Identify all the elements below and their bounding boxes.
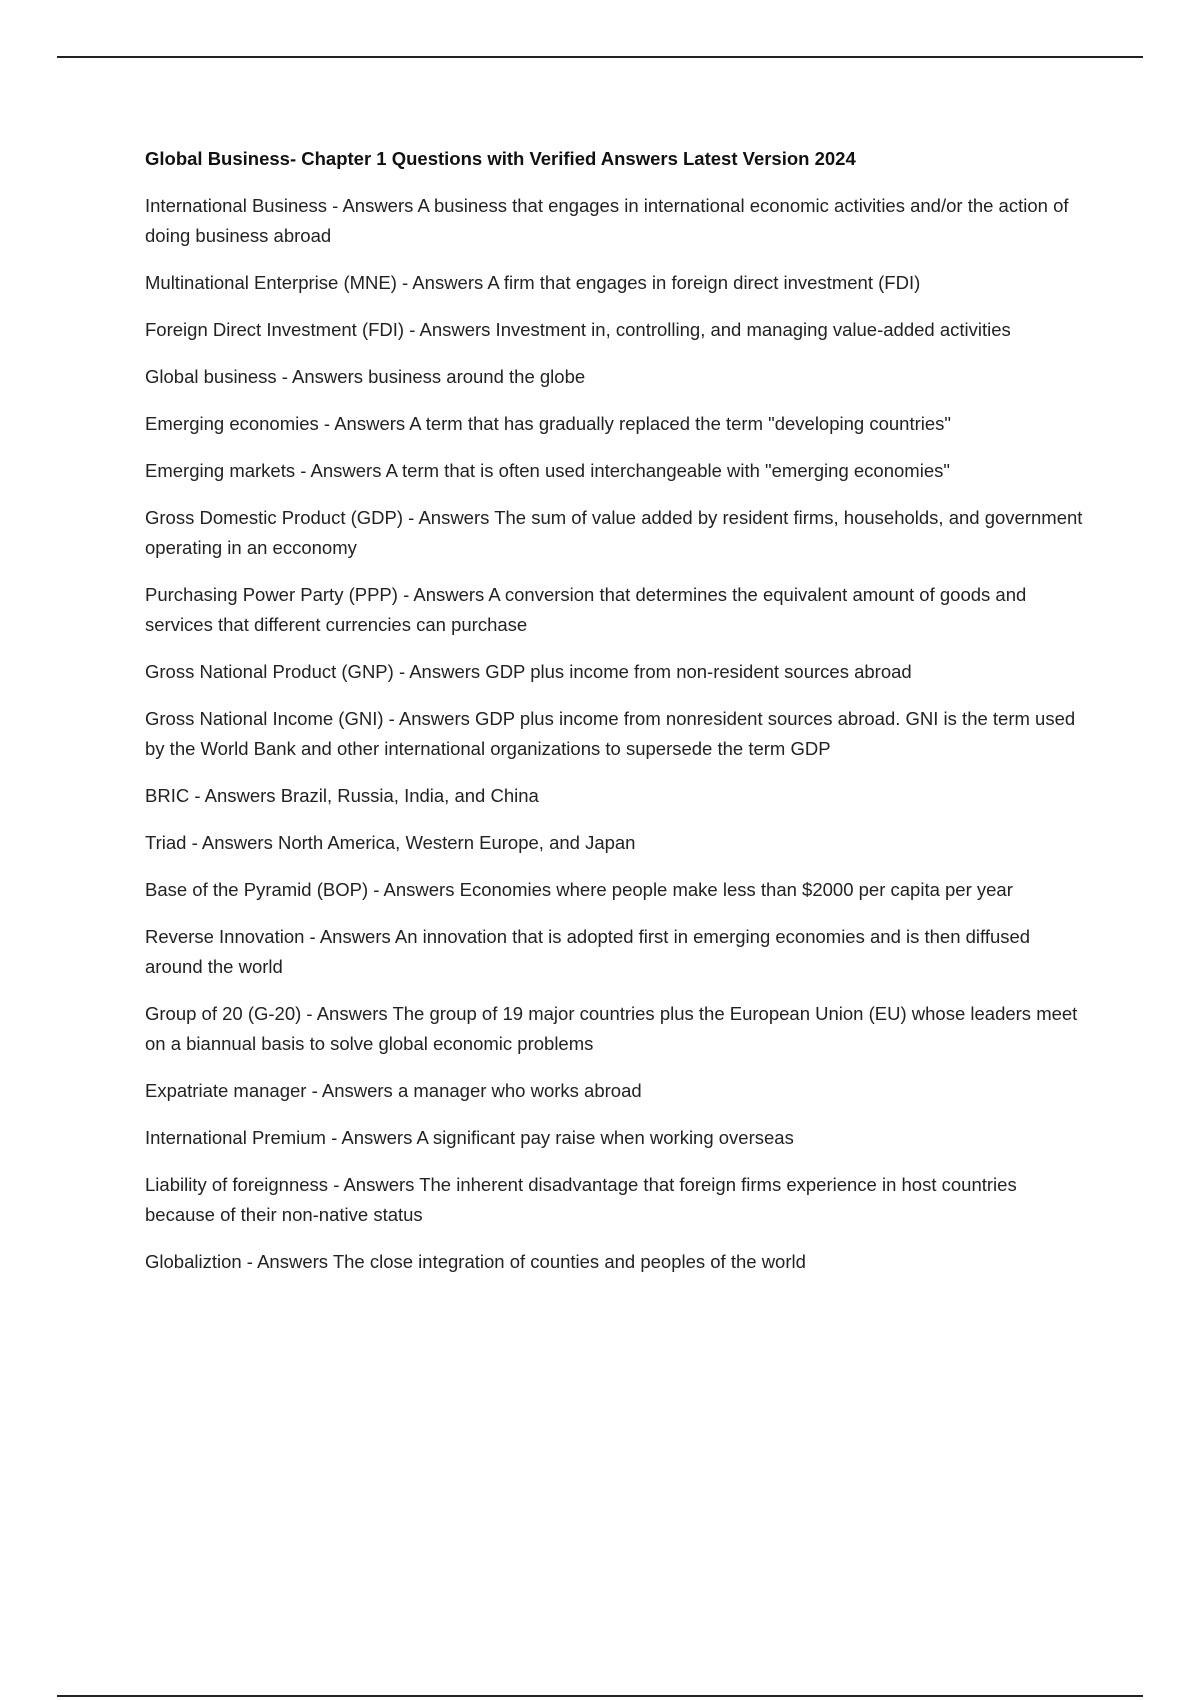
term-entry: International Premium - Answers A significant pay raise when working overseas bbox=[145, 1127, 794, 1148]
term-entry: Triad - Answers North America, Western Europe, and Japan bbox=[145, 832, 636, 853]
document-title: Global Business- Chapter 1 Questions with Verified Answers Latest Version 2024 bbox=[145, 148, 856, 169]
term-entry: Gross National Product (GNP) - Answers GDP plus income from non-resident sources abroad bbox=[145, 661, 912, 682]
header-rule bbox=[57, 56, 1143, 58]
term-entry: Reverse Innovation - Answers An innovation that is adopted first in emerging economies and is then diffused around the world bbox=[145, 926, 1031, 977]
term-entry: Emerging economies - Answers A term that has gradually replaced the term "developing countries" bbox=[145, 413, 951, 434]
term-entry: BRIC - Answers Brazil, Russia, India, and China bbox=[145, 785, 539, 806]
term-entry: Base of the Pyramid (BOP) - Answers Economies where people make less than $2000 per capita per year bbox=[145, 879, 1013, 900]
footer-rule bbox=[57, 1695, 1143, 1697]
term-entry: Emerging markets - Answers A term that is often used interchangeable with "emerging economies" bbox=[145, 460, 950, 481]
document-body bbox=[145, 144, 1090, 1294]
term-entry: Liability of foreignness - Answers The inherent disadvantage that foreign firms experience in host countries because of their non-native status bbox=[145, 1174, 1017, 1225]
term-entry: Purchasing Power Party (PPP) - Answers A conversion that determines the equivalent amount of goods and services that different currencies can purchase bbox=[145, 584, 1027, 635]
term-entry: Expatriate manager - Answers a manager who works abroad bbox=[145, 1080, 642, 1101]
term-entry: Group of 20 (G-20) - Answers The group of 19 major countries plus the European Union (EU) whose leaders meet on a biannual basis to solve global economic problems bbox=[145, 1003, 1078, 1054]
term-entry: Gross Domestic Product (GDP) - Answers The sum of value added by resident firms, households, and government operating in an ecconomy bbox=[145, 507, 1083, 558]
term-entry: Gross National Income (GNI) - Answers GDP plus income from nonresident sources abroad. GNI is the term used by the World Bank and other international organizations to supersede the term GDP bbox=[145, 708, 1076, 759]
term-entry: International Business - Answers A business that engages in international economic activities and/or the action of doing business abroad bbox=[145, 195, 1069, 246]
term-entry: Foreign Direct Investment (FDI) - Answers Investment in, controlling, and managing value-added activities bbox=[145, 319, 1011, 340]
term-entry: Globaliztion - Answers The close integration of counties and peoples of the world bbox=[145, 1251, 806, 1272]
term-entry: Global business - Answers business around the globe bbox=[145, 366, 586, 387]
term-entry: Multinational Enterprise (MNE) - Answers A firm that engages in foreign direct investment (FDI) bbox=[145, 272, 921, 293]
